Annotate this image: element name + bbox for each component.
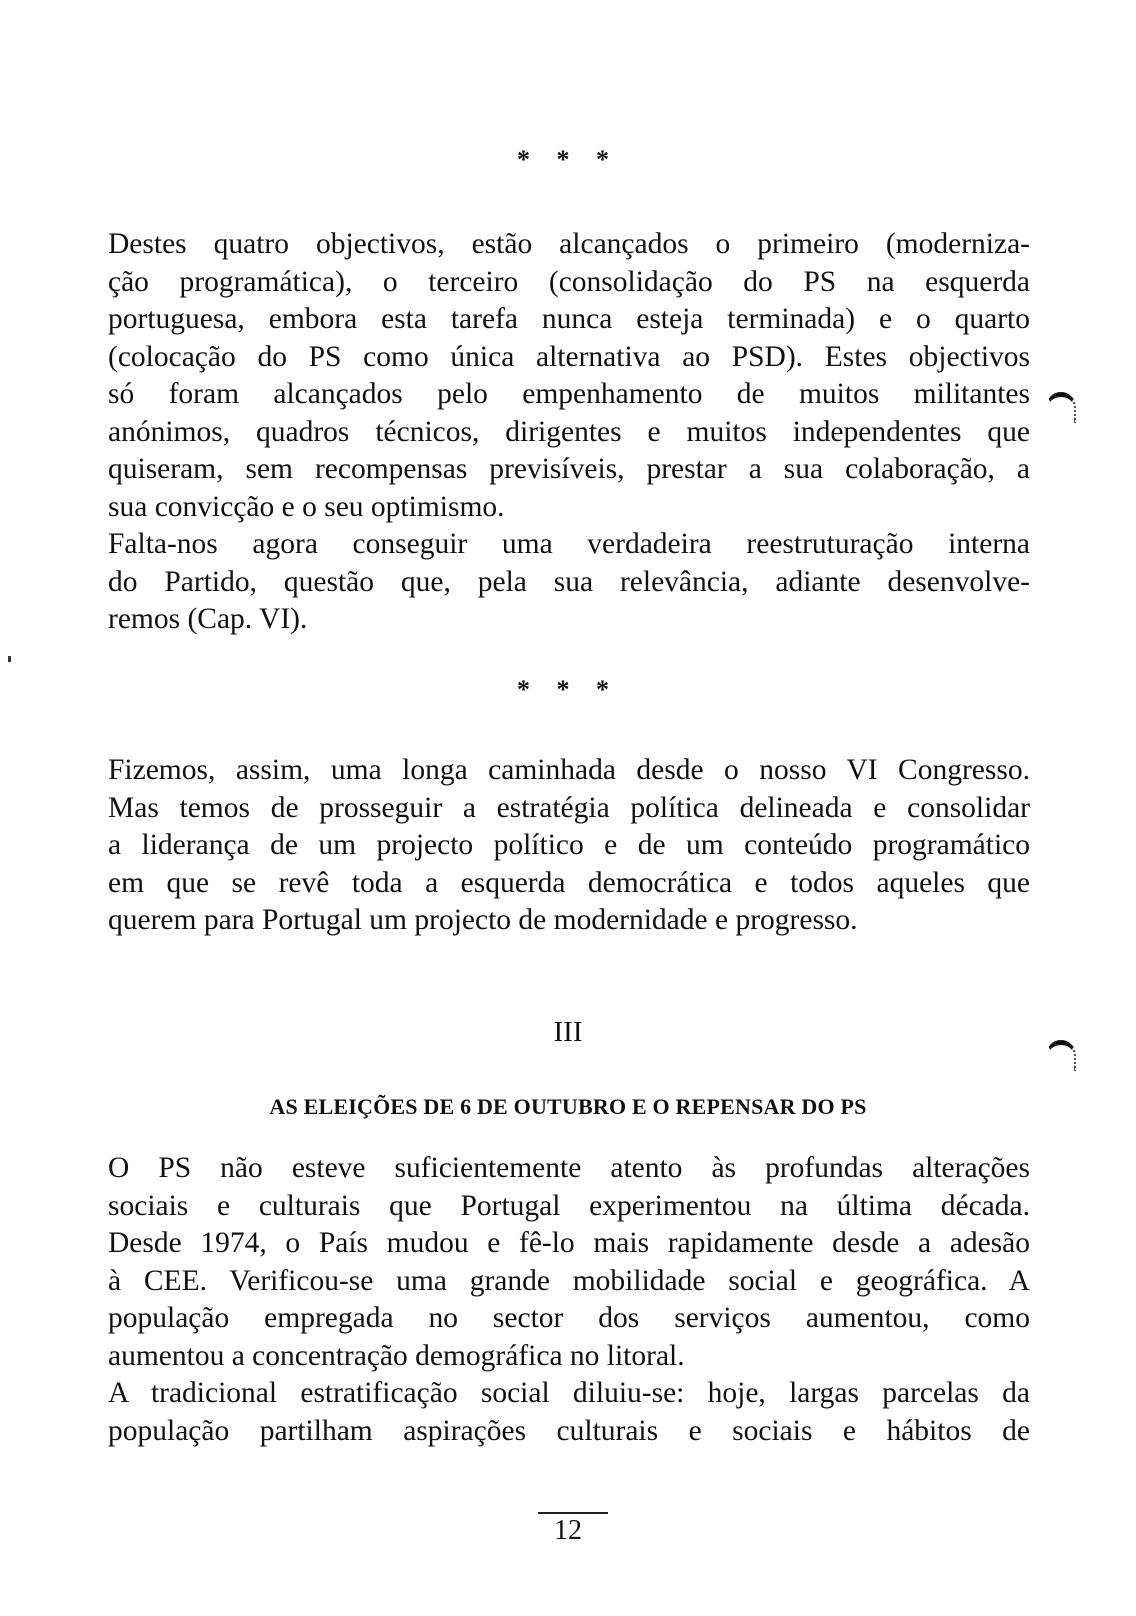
- text-line: anónimos, quadros técnicos, dirigentes e muitos independentes que: [108, 415, 1030, 448]
- text-line: Desde 1974, o País mudou e fê-lo mais rapidamente desde a adesão: [108, 1227, 1030, 1259]
- text-line: portuguesa, embora esta tarefa nunca esteja terminada) e o quarto: [108, 303, 1030, 335]
- text-line: quiseram, sem recompensas previsíveis, prestar a sua colaboração, a: [108, 453, 1030, 485]
- text-line: só foram alcançados pelo empenhamento de muitos militantes: [108, 378, 1030, 410]
- page-number: 12: [554, 1515, 582, 1546]
- text-line: (colocação do PS como única alternativa ao PSD). Estes objectivos: [108, 340, 1030, 373]
- text-line: Destes quatro objectivos, estão alcançados o primeiro (moderniza-: [108, 228, 1030, 260]
- text-line: Fizemos, assim, uma longa caminhada desde o nosso VI Congresso.: [108, 754, 1030, 786]
- text-line: população empregada no sector dos serviços aumentou, como: [108, 1302, 1030, 1334]
- text-line: querem para Portugal um projecto de modernidade e progresso.: [108, 904, 858, 936]
- section-3: [108, 1150, 1030, 1450]
- text-line: A tradicional estratificação social diluiu-se: hoje, largas parcelas da: [108, 1377, 1030, 1409]
- chapter-title: AS ELEIÇÕES DE 6 DE OUTUBRO E O REPENSAR DO PS: [269, 1094, 867, 1119]
- section-separator: * * *: [517, 675, 619, 704]
- text-line: população partilham aspirações culturais e sociais e hábitos de: [108, 1414, 1030, 1447]
- paragraph: [108, 1375, 1030, 1450]
- section-2: [108, 752, 1030, 940]
- text-line: à CEE. Verificou-se uma grande mobilidade social e geográfica. A: [108, 1264, 1030, 1297]
- page-number-rule: [538, 1512, 608, 1514]
- text-line: em que se revê toda a esquerda democrática e todos aqueles que: [108, 866, 1030, 899]
- chapter-number: III: [553, 1016, 583, 1048]
- text-line: Falta-nos agora conseguir uma verdadeira reestruturação interna: [108, 528, 1030, 560]
- text-line: ção programática), o terceiro (consolidação do PS na esquerda: [108, 265, 1030, 298]
- scan-artifact-mark: [1046, 1040, 1076, 1071]
- paragraph: [108, 226, 1030, 526]
- paragraph: [108, 526, 1030, 639]
- text-line: O PS não esteve suficientemente atento às profundas alterações: [108, 1152, 1030, 1184]
- paragraph: [108, 752, 1030, 940]
- scan-artifact-mark: [1046, 392, 1076, 423]
- text-line: sua convicção e o seu optimismo.: [108, 490, 505, 523]
- text-line: a liderança de um projecto político e de um conteúdo programático: [108, 829, 1030, 861]
- text-line: do Partido, questão que, pela sua relevância, adiante desenvolve-: [108, 565, 1030, 598]
- text-line: sociais e culturais que Portugal experimentou na última década.: [108, 1189, 1030, 1222]
- section-1: [108, 226, 1030, 639]
- section-separator: * * *: [517, 145, 619, 174]
- paragraph: [108, 1150, 1030, 1375]
- scan-artifact-speck: [8, 656, 11, 662]
- text-line: Mas temos de prosseguir a estratégia política delineada e consolidar: [108, 791, 1030, 824]
- text-line: aumentou a concentração demográfica no litoral.: [108, 1339, 685, 1372]
- text-line: remos (Cap. VI).: [108, 603, 308, 635]
